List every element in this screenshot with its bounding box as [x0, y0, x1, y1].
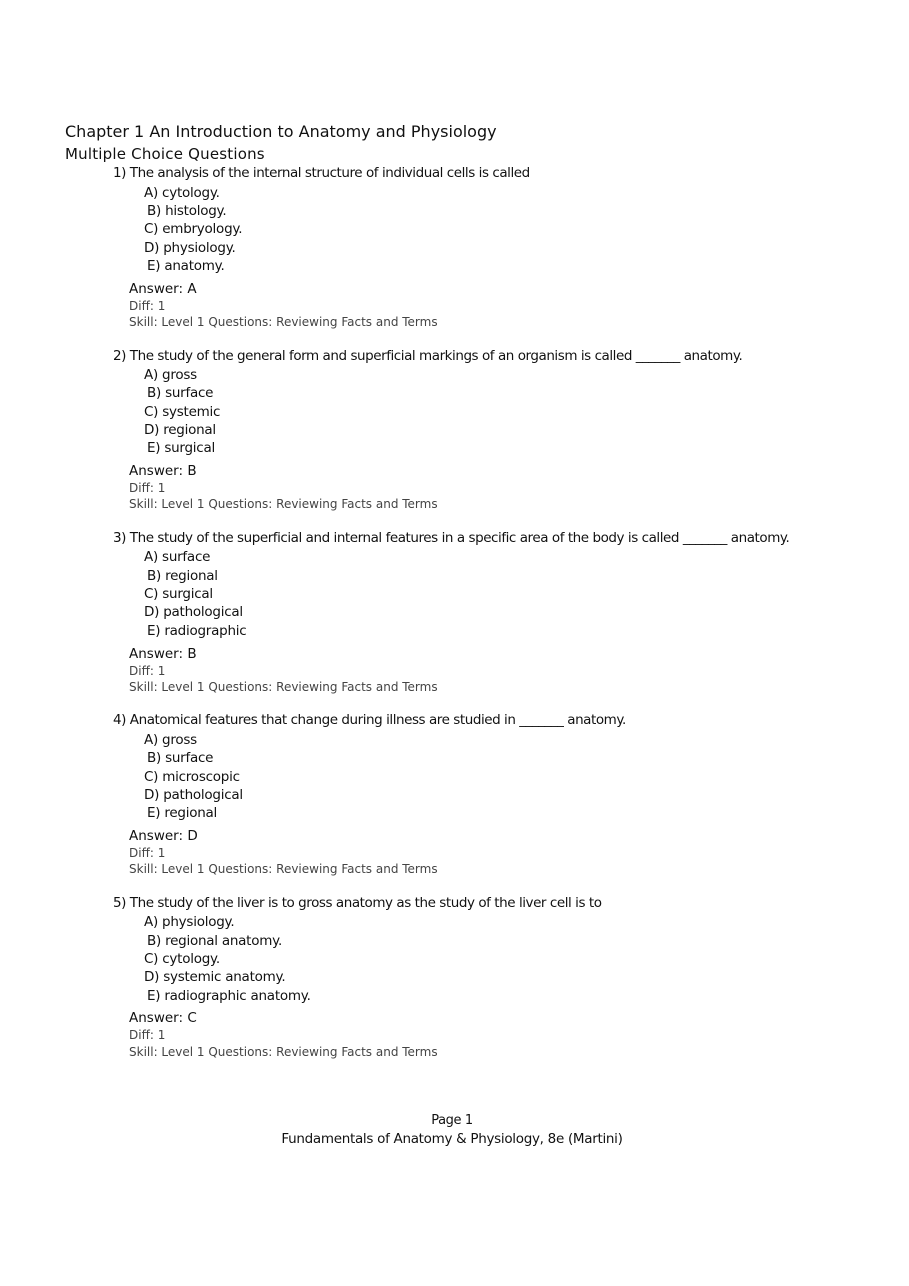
answer: Answer: B [129, 646, 197, 662]
answer: Answer: D [129, 828, 198, 844]
difficulty: Diff: 1 [129, 481, 166, 495]
section-title: Multiple Choice Questions [65, 145, 265, 163]
option-b: B) surface [147, 385, 214, 401]
option-a: A) surface [144, 549, 211, 565]
option-d: D) systemic anatomy. [144, 969, 286, 985]
option-e: E) radiographic anatomy. [147, 988, 311, 1004]
option-e: E) surgical [147, 440, 216, 456]
option-c: C) surgical [144, 586, 213, 602]
option-b: B) regional [147, 568, 218, 584]
option-d: D) pathological [144, 787, 243, 803]
difficulty: Diff: 1 [129, 1028, 166, 1042]
option-e: E) radiographic [147, 623, 247, 639]
book-title-footer: Fundamentals of Anatomy & Physiology, 8e (Martini) [281, 1131, 623, 1147]
difficulty: Diff: 1 [129, 846, 166, 860]
option-c: C) systemic [144, 404, 221, 420]
question-text: 5) The study of the liver is to gross anatomy as the study of the liver cell is to [113, 895, 602, 911]
option-d: D) pathological [144, 604, 243, 620]
option-a: A) cytology. [144, 185, 220, 201]
option-c: C) embryology. [144, 221, 243, 237]
question-text: 4) Anatomical features that change during illness are studied in _______ anatomy. [113, 712, 626, 728]
option-a: A) physiology. [144, 914, 235, 930]
skill: Skill: Level 1 Questions: Reviewing Facts and Terms [129, 862, 438, 876]
skill: Skill: Level 1 Questions: Reviewing Facts and Terms [129, 1045, 438, 1059]
page-number: Page 1 [431, 1113, 473, 1128]
option-a: A) gross [144, 367, 197, 383]
option-b: B) surface [147, 750, 214, 766]
question-text: 2) The study of the general form and superficial markings of an organism is called _______ anatomy. [113, 348, 743, 364]
chapter-title: Chapter 1 An Introduction to Anatomy and Physiology [65, 122, 497, 141]
option-e: E) anatomy. [147, 258, 225, 274]
option-b: B) histology. [147, 203, 227, 219]
question-text: 1) The analysis of the internal structure of individual cells is called [113, 165, 530, 181]
option-d: D) regional [144, 422, 216, 438]
answer: Answer: A [129, 281, 197, 297]
skill: Skill: Level 1 Questions: Reviewing Facts and Terms [129, 315, 438, 329]
option-d: D) physiology. [144, 240, 236, 256]
question-text: 3) The study of the superficial and internal features in a specific area of the body is called _______ anatomy. [113, 530, 790, 546]
option-c: C) microscopic [144, 769, 240, 785]
answer: Answer: B [129, 463, 197, 479]
option-a: A) gross [144, 732, 197, 748]
difficulty: Diff: 1 [129, 664, 166, 678]
option-c: C) cytology. [144, 951, 220, 967]
option-b: B) regional anatomy. [147, 933, 282, 949]
skill: Skill: Level 1 Questions: Reviewing Facts and Terms [129, 680, 438, 694]
skill: Skill: Level 1 Questions: Reviewing Facts and Terms [129, 497, 438, 511]
difficulty: Diff: 1 [129, 299, 166, 313]
answer: Answer: C [129, 1010, 197, 1026]
option-e: E) regional [147, 805, 218, 821]
